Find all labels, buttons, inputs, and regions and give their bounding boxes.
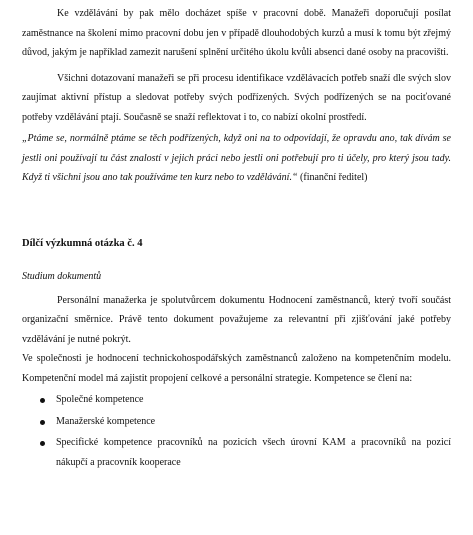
section-subheading: Studium dokumentů — [22, 271, 102, 282]
paragraph-documents: Personální manažerka je spolutvůrcem dokumentu Hodnocení zaměstnanců, který tvoří součást organizační směrnice. Právě tento dokument považujeme za relevantní při zjišťování jaké potřeby vzdělávání je nutné pokrýt. — [22, 294, 451, 345]
list-item — [22, 390, 451, 410]
quote-author: (finanční ředitel) — [300, 172, 368, 183]
quote-text: „Ptáme se, normálně ptáme se těch podřízených, když oni na to odpovídají, že opravdu ano, tak dívám se jestli oni používají tu část znalostí v jejich práci nebo jestli oni potřebují pro ti účely, pro který jsou tady. Když ti všichni jsou ano tak používáme ten kurz nebo to vzdělávání.“ — [22, 133, 451, 183]
list-item-text: Společné kompetence — [56, 394, 144, 405]
interview-quote — [22, 129, 451, 188]
paragraph-needs-identification: Všichni dotazovaní manažeři se při procesu identifikace vzdělávacích potřeb snaží dle svých slov zaujímat aktivní přístup a sledovat potřeby svých podřízených. Svých podřízených se na pociťované potřeby vzdělávání ptají. Současně se snaží reflektovat i to, co nabízí okolní prostředí. — [22, 72, 451, 123]
bullet-icon — [40, 441, 45, 446]
list-item-text: Manažerské kompetence — [56, 415, 156, 427]
list-item — [22, 412, 451, 432]
section-heading: Dílčí výzkumná otázka č. 4 — [22, 237, 143, 249]
competence-list — [22, 390, 451, 472]
paragraph-competence-model: Ve společnosti je hodnocení technickohospodářských zaměstnanců založeno na kompetenčním modelu. Kompetenční model má zajistit propojení celkové a personální strategie. Kompetence se člení na: — [22, 353, 451, 384]
list-item-text: Specifické kompetence pracovníků na pozicích všech úrovní KAM a pracovníků na pozicí nákupčí a pracovník kooperace — [56, 437, 451, 468]
paragraph-training-time: Ke vzdělávání by pak mělo docházet spíše v pracovní době. Manažeři doporučují posílat zaměstnance na školení mimo pracovní dobu jen v případě dlouhodobých kurzů a musí k tomu být zřejmý důvod, jakým je například zamezit narušení splnění určitého úkolu kvůli absenci dané osoby na pracovišti. — [22, 8, 451, 58]
bullet-icon — [40, 420, 45, 425]
bullet-icon — [40, 398, 45, 403]
list-item — [22, 433, 451, 472]
